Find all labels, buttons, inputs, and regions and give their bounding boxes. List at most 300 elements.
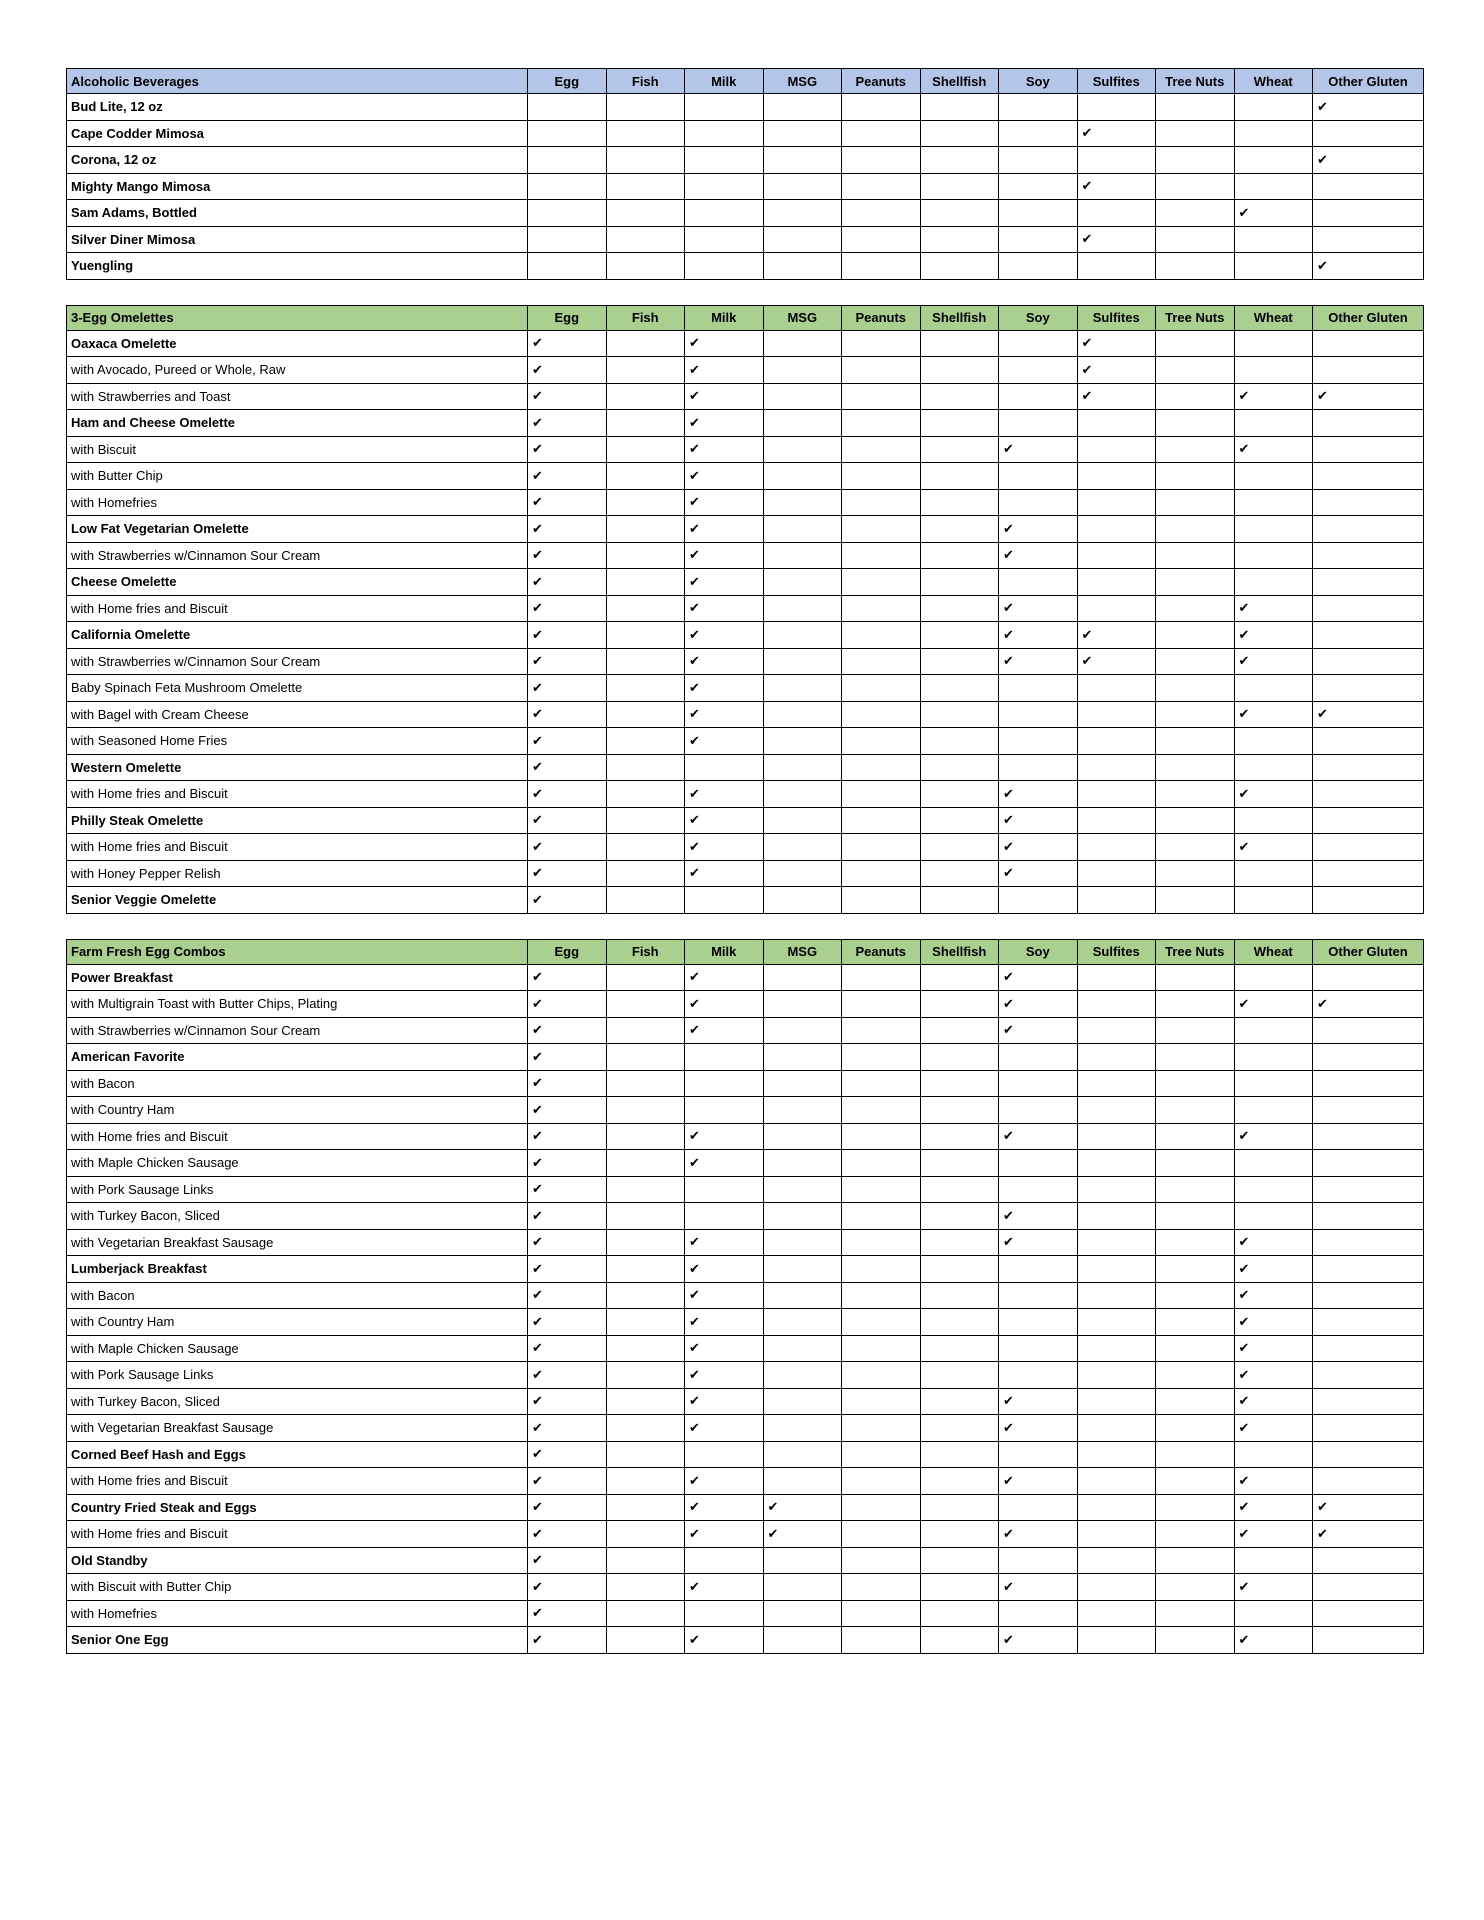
table-row [67,463,1424,490]
allergen-cell [920,542,999,569]
section-header-row [67,939,1424,964]
allergen-cell [920,147,999,174]
allergen-cell [920,1070,999,1097]
check-icon: ✔ [1238,441,1250,457]
allergen-cell [1077,1044,1156,1071]
allergen-cell [1234,1229,1313,1256]
check-icon: ✔ [689,1154,700,1170]
allergen-cell [1077,964,1156,991]
column-header: MSG [763,69,842,94]
allergen-cell [920,1388,999,1415]
column-header: Sulfites [1077,69,1156,94]
allergen-cell [528,1044,607,1071]
allergen-cell [1156,120,1235,147]
table-row [67,1600,1424,1627]
table-row [67,1335,1424,1362]
allergen-cell [1313,1415,1424,1442]
allergen-cell [842,1415,921,1442]
allergen-cell [1313,754,1424,781]
allergen-cell [842,173,921,200]
allergen-cell [999,1521,1078,1548]
allergen-cell [1077,1256,1156,1283]
table-row [67,94,1424,121]
allergen-cell [685,1203,764,1230]
check-icon: ✔ [689,1525,700,1541]
check-icon: ✔ [1238,1313,1250,1329]
allergen-cell [763,1441,842,1468]
check-icon: ✔ [532,441,543,457]
table-row [67,226,1424,253]
allergen-cell [606,1600,685,1627]
allergen-cell [1077,253,1156,280]
allergen-cell [1313,1203,1424,1230]
allergen-cell [920,1123,999,1150]
allergen-cell [842,622,921,649]
allergen-cell [920,410,999,437]
allergen-cell [1234,887,1313,914]
allergen-cell [1234,1309,1313,1336]
allergen-cell [1234,226,1313,253]
allergen-cell [842,1123,921,1150]
check-icon: ✔ [689,1260,700,1276]
column-header: Egg [528,305,607,330]
check-icon: ✔ [532,785,543,801]
allergen-cell [763,253,842,280]
allergen-cell [763,1017,842,1044]
allergen-cell [1077,781,1156,808]
allergen-cell [1234,807,1313,834]
allergen-cell [685,410,764,437]
allergen-cell [1313,1574,1424,1601]
allergen-cell [606,330,685,357]
allergen-cell [1077,648,1156,675]
check-icon: ✔ [1081,653,1093,669]
check-icon: ✔ [1081,626,1093,642]
allergen-cell [842,1362,921,1389]
section-title: 3-Egg Omelettes [67,305,528,330]
allergen-cell [842,1097,921,1124]
check-icon: ✔ [1081,178,1093,194]
allergen-cell [1313,701,1424,728]
check-icon: ✔ [689,626,700,642]
allergen-cell [1313,728,1424,755]
allergen-cell [528,807,607,834]
table-row [67,1574,1424,1601]
allergen-cell [1156,1494,1235,1521]
menu-item-name: with Home fries and Biscuit [67,595,528,622]
allergen-cell [685,860,764,887]
allergen-cell [1156,701,1235,728]
allergen-cell [685,648,764,675]
table-row [67,489,1424,516]
menu-item-name: Mighty Mango Mimosa [67,173,528,200]
allergen-cell [1077,595,1156,622]
check-icon: ✔ [532,1446,543,1462]
check-icon: ✔ [689,1499,700,1515]
allergen-cell [920,648,999,675]
allergen-cell [1077,807,1156,834]
allergen-cell [842,1176,921,1203]
allergen-cell [842,1203,921,1230]
allergen-cell [1156,1256,1235,1283]
allergen-cell [842,542,921,569]
table-row [67,173,1424,200]
allergen-cell [763,675,842,702]
check-icon: ✔ [1238,1472,1250,1488]
allergen-cell [763,1176,842,1203]
allergen-cell [1077,330,1156,357]
allergen-cell [1313,489,1424,516]
column-header: Tree Nuts [1156,69,1235,94]
allergen-cell [1234,1123,1313,1150]
allergen-cell [528,622,607,649]
allergen-cell [1313,383,1424,410]
allergen-cell [1313,94,1424,121]
allergen-cell [999,1441,1078,1468]
allergen-cell [920,1017,999,1044]
table-row [67,1203,1424,1230]
allergen-cell [528,1574,607,1601]
column-header: Peanuts [842,939,921,964]
allergen-cell [999,1627,1078,1654]
table-row [67,1123,1424,1150]
allergen-cell [1156,1547,1235,1574]
allergen-cell [999,1547,1078,1574]
allergen-cell [999,383,1078,410]
allergen-cell [999,1494,1078,1521]
allergen-cell [1313,1468,1424,1495]
menu-item-name: with Maple Chicken Sausage [67,1335,528,1362]
check-icon: ✔ [1003,1419,1014,1435]
allergen-cell [1313,1388,1424,1415]
allergen-cell [606,1415,685,1442]
allergen-cell [1234,463,1313,490]
allergen-cell [842,120,921,147]
allergen-cell [920,1600,999,1627]
allergen-cell [1077,383,1156,410]
table-row [67,410,1424,437]
allergen-cell [685,1097,764,1124]
check-icon: ✔ [1238,1419,1250,1435]
allergen-cell [920,1097,999,1124]
allergen-cell [685,330,764,357]
allergen-cell [1077,1494,1156,1521]
check-icon: ✔ [532,1552,543,1568]
allergen-cell [920,1229,999,1256]
allergen-cell [685,1150,764,1177]
allergen-cell [606,173,685,200]
allergen-cell [1234,781,1313,808]
allergen-cell [528,357,607,384]
allergen-cell [1077,1388,1156,1415]
menu-item-name: with Maple Chicken Sausage [67,1150,528,1177]
check-icon: ✔ [1003,865,1014,881]
allergen-cell [920,675,999,702]
allergen-cell [1313,1017,1424,1044]
allergen-cell [606,1521,685,1548]
allergen-cell [528,330,607,357]
allergen-cell [1077,226,1156,253]
allergen-cell [1313,463,1424,490]
allergen-cell [685,1229,764,1256]
allergen-cell [763,173,842,200]
allergen-cell [528,383,607,410]
check-icon: ✔ [532,865,543,881]
allergen-cell [606,807,685,834]
allergen-cell [685,1362,764,1389]
allergen-cell [842,489,921,516]
allergen-cell [1156,1203,1235,1230]
allergen-cell [1313,860,1424,887]
allergen-cell [1313,1070,1424,1097]
column-header: Other Gluten [1313,69,1424,94]
allergen-cell [1077,436,1156,463]
allergen-cell [999,226,1078,253]
allergen-cell [1156,781,1235,808]
allergen-cell [763,489,842,516]
allergen-cell [606,887,685,914]
column-header: MSG [763,939,842,964]
allergen-cell [528,1097,607,1124]
allergen-cell [1234,253,1313,280]
check-icon: ✔ [689,969,700,985]
allergen-cell [842,1044,921,1071]
allergen-cell [1156,436,1235,463]
allergen-cell [842,728,921,755]
allergen-cell [999,1335,1078,1362]
check-icon: ✔ [1003,1393,1014,1409]
allergen-cell [842,1070,921,1097]
allergen-cell [1313,1229,1424,1256]
check-icon: ✔ [1317,995,1328,1011]
allergen-cell [685,595,764,622]
allergen-cell [528,94,607,121]
allergen-cell [763,1097,842,1124]
check-icon: ✔ [532,361,543,377]
check-icon: ✔ [1003,1472,1014,1488]
check-icon: ✔ [689,838,700,854]
allergen-cell [920,94,999,121]
table-row [67,1468,1424,1495]
check-icon: ✔ [689,441,700,457]
allergen-cell [999,569,1078,596]
allergen-cell [999,147,1078,174]
allergen-cell [842,1282,921,1309]
allergen-cell [763,648,842,675]
allergen-cell [528,120,607,147]
allergen-cell [606,253,685,280]
allergen-cell [1313,1123,1424,1150]
check-icon: ✔ [532,732,543,748]
allergen-cell [685,701,764,728]
allergen-cell [685,1547,764,1574]
check-icon: ✔ [532,520,543,536]
allergen-cell [1077,410,1156,437]
allergen-cell [528,1441,607,1468]
allergen-cell [606,383,685,410]
allergen-cell [685,569,764,596]
menu-item-name: Philly Steak Omelette [67,807,528,834]
allergen-cell [1156,253,1235,280]
table-row [67,330,1424,357]
allergen-cell [842,754,921,781]
allergen-cell [1156,1097,1235,1124]
table-row [67,357,1424,384]
check-icon: ✔ [532,600,543,616]
allergen-cell [606,1282,685,1309]
allergen-cell [1156,410,1235,437]
allergen-cell [999,754,1078,781]
allergen-cell [1077,728,1156,755]
allergen-cell [1234,1627,1313,1654]
check-icon: ✔ [689,1022,700,1038]
allergen-cell [763,1256,842,1283]
allergen-cell [1313,1150,1424,1177]
menu-item-name: with Bacon [67,1282,528,1309]
allergen-cell [920,754,999,781]
check-icon: ✔ [689,1578,700,1594]
table-row [67,1017,1424,1044]
allergen-cell [920,253,999,280]
allergen-cell [920,357,999,384]
check-icon: ✔ [532,1207,543,1223]
allergen-cell [1156,754,1235,781]
allergen-cell [842,463,921,490]
allergen-cell [1077,1441,1156,1468]
table-row [67,701,1424,728]
allergen-cell [999,622,1078,649]
allergen-cell [528,1203,607,1230]
table-row [67,648,1424,675]
check-icon: ✔ [532,467,543,483]
allergen-cell [999,1150,1078,1177]
check-icon: ✔ [689,706,700,722]
allergen-cell [685,1070,764,1097]
check-icon: ✔ [532,494,543,510]
menu-item-name: with Home fries and Biscuit [67,1468,528,1495]
allergen-cell [763,94,842,121]
allergen-cell [1234,436,1313,463]
allergen-cell [528,781,607,808]
allergen-cell [1234,595,1313,622]
check-icon: ✔ [1317,257,1328,273]
allergen-cell [842,1017,921,1044]
allergen-cell [606,1150,685,1177]
allergen-cell [920,834,999,861]
allergen-cell [606,860,685,887]
allergen-cell [999,120,1078,147]
menu-item-name: with Butter Chip [67,463,528,490]
allergen-cell [685,357,764,384]
menu-item-name: Senior Veggie Omelette [67,887,528,914]
allergen-cell [606,569,685,596]
check-icon: ✔ [1238,1631,1250,1647]
allergen-cell [842,860,921,887]
allergen-cell [1313,147,1424,174]
allergen-cell [528,1123,607,1150]
allergen-cell [763,330,842,357]
allergen-cell [999,675,1078,702]
check-icon: ✔ [1238,1340,1250,1356]
allergen-cell [999,1044,1078,1071]
allergen-cell [1234,860,1313,887]
allergen-cell [999,463,1078,490]
allergen-cell [763,1309,842,1336]
allergen-cell [763,1547,842,1574]
allergen-cell [1313,569,1424,596]
check-icon: ✔ [532,679,543,695]
allergen-cell [528,860,607,887]
table-row [67,1097,1424,1124]
check-icon: ✔ [689,520,700,536]
check-icon: ✔ [532,335,543,351]
allergen-cell [1234,1494,1313,1521]
table-row [67,1521,1424,1548]
check-icon: ✔ [689,573,700,589]
allergen-cell [763,463,842,490]
allergen-cell [763,860,842,887]
table-row [67,436,1424,463]
allergen-cell [528,1256,607,1283]
allergen-cell [1077,1600,1156,1627]
section-header-row [67,305,1424,330]
allergen-cell [1234,489,1313,516]
allergen-cell [1156,1282,1235,1309]
allergen-cell [528,1600,607,1627]
table-row [67,860,1424,887]
allergen-cell [999,1415,1078,1442]
table-row [67,1229,1424,1256]
allergen-cell [842,1627,921,1654]
allergen-cell [999,1070,1078,1097]
allergen-cell [1077,1309,1156,1336]
allergen-cell [842,200,921,227]
allergen-cell [1313,1176,1424,1203]
check-icon: ✔ [1003,520,1014,536]
check-icon: ✔ [532,1525,543,1541]
allergen-cell [763,834,842,861]
allergen-cell [1077,173,1156,200]
allergen-cell [1156,1309,1235,1336]
menu-item-name: with Vegetarian Breakfast Sausage [67,1415,528,1442]
allergen-cell [528,1494,607,1521]
allergen-cell [1234,357,1313,384]
allergen-cell [842,648,921,675]
allergen-cell [763,147,842,174]
check-icon: ✔ [1238,626,1250,642]
table-row [67,622,1424,649]
allergen-cell [528,410,607,437]
allergen-cell [842,436,921,463]
menu-item-name: with Home fries and Biscuit [67,781,528,808]
menu-item-name: with Strawberries w/Cinnamon Sour Cream [67,542,528,569]
allergen-cell [1234,1256,1313,1283]
allergen-cell [685,675,764,702]
allergen-cell [685,1256,764,1283]
menu-item-name: with Home fries and Biscuit [67,834,528,861]
allergen-cell [1313,1362,1424,1389]
allergen-cell [685,1123,764,1150]
menu-item-name: with Home fries and Biscuit [67,1521,528,1548]
allergen-cell [1234,1044,1313,1071]
allergen-cell [1156,1388,1235,1415]
section-title: Alcoholic Beverages [67,69,528,94]
menu-item-name: Cheese Omelette [67,569,528,596]
allergen-cell [685,1176,764,1203]
allergen-cell [999,1229,1078,1256]
allergen-cell [842,516,921,543]
allergen-cell [606,1017,685,1044]
